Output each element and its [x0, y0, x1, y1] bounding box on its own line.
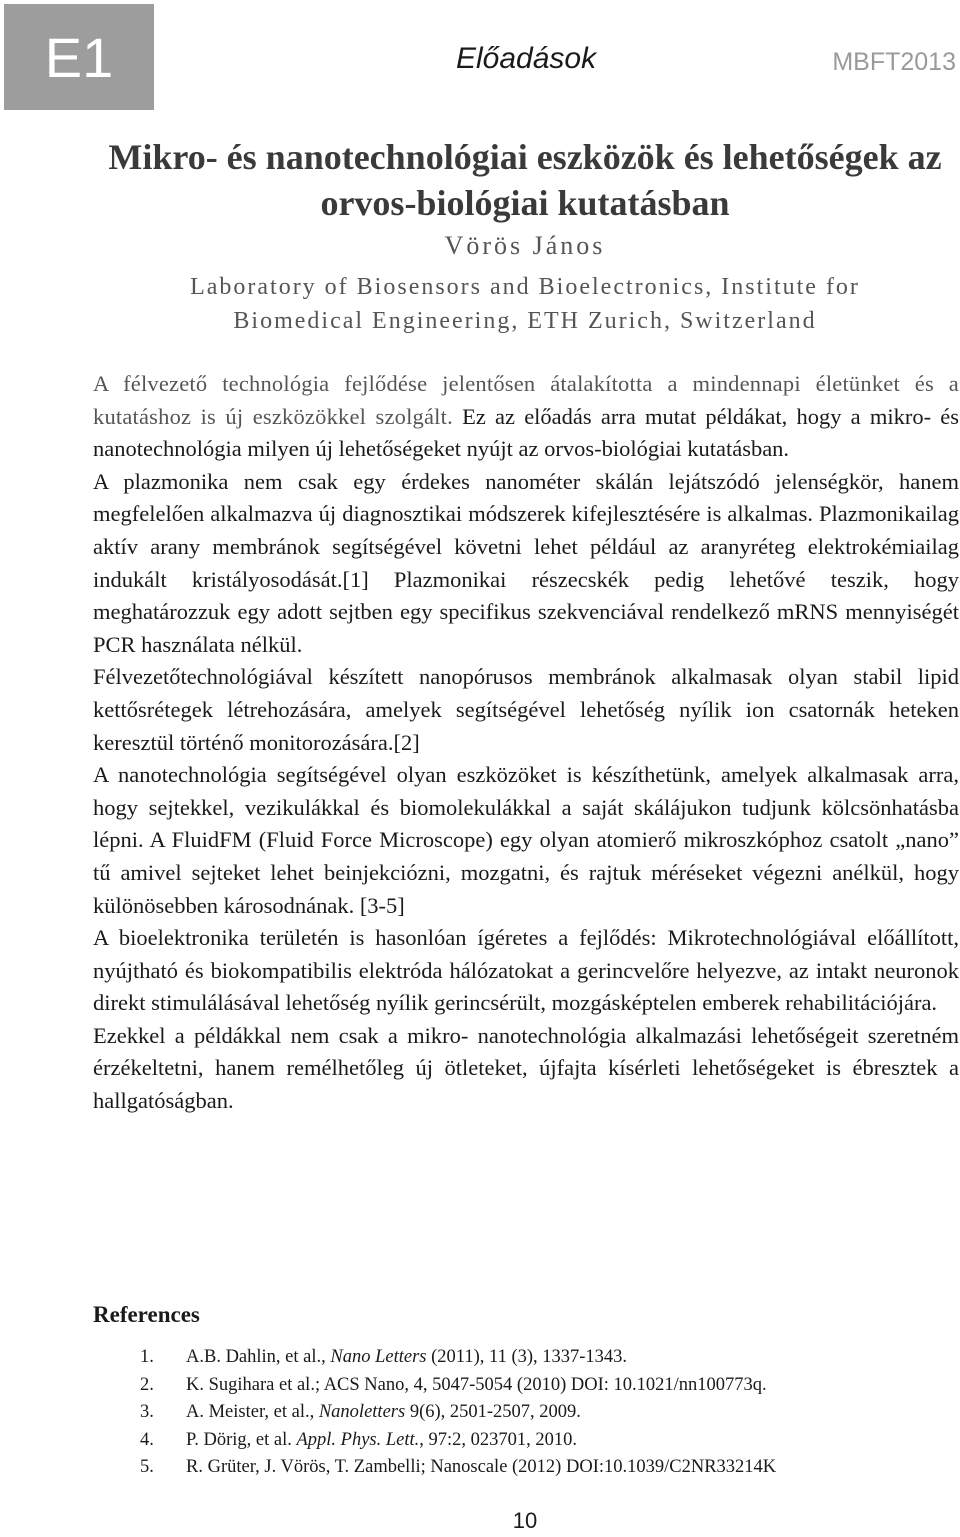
section-label: Előadások — [456, 42, 597, 75]
abstract-paragraph-3: Félvezetőtechnológiával készített nanopórusos membránok alkalmasak olyan stabil lipid kettősrétegek létrehozására, amelyek segítségével lehetőség nyílik ion csatornák heteken keresztül történő monitorozására.[2] — [93, 664, 959, 755]
reference-text: P. Dörig, et al. Appl. Phys. Lett., 97:2, 023701, 2010. — [186, 1429, 578, 1450]
abstract-body — [93, 368, 959, 1118]
author-name: Vörös János — [444, 231, 606, 260]
reference-text: K. Sugihara et al.; ACS Nano, 4, 5047-5054 (2010) DOI: 10.1021/nn100773q. — [186, 1374, 767, 1395]
abstract-paragraph-2: A plazmonika nem csak egy érdekes nanométer skálán lejátszódó jelenségkör, hanem megfelelően alkalmazva új diagnosztikai módszerek kifejlesztésére is alkalmas. Plazmonikailag aktív arany membránok segítségével követni lehet például az aranyréteg elektrokémiailag indukált kristályosodását.[1] Plazmonikai részecskék pedig lehetővé teszik, hogy meghatározzuk egy adott sejtben egy specifikus szekvenciával rendelkező mRNS mennyiségét PCR használata nélkül. — [93, 468, 959, 657]
abstract-paragraph-4: A nanotechnológia segítségével olyan eszközöket is készíthetünk, amelyek alkalmasak arra, hogy sejtekkel, vezikulákkal és biomolekulákkal a saját skálájukon tudjunk kölcsönhatásba lépni. A FluidFM (Fluid Force Microscope) egy olyan atomierő mikroszkóphoz csatolt „nano” tű amivel sejteket lehet beinjekciózni, mozgatni, és rajtuk méréseket végezni anélkül, hogy különösebben károsodnának. [3-5] — [93, 762, 959, 918]
reference-text: A. Meister, et al., Nanoletters 9(6), 2501-2507, 2009. — [186, 1402, 581, 1422]
reference-item — [140, 1372, 950, 1400]
references-heading: References — [93, 1302, 200, 1327]
title-line-2: orvos-biológiai kutatásban — [320, 183, 730, 223]
abstract-intro-tail: Ez az előadás arra mutat példákat, hogy a mikro- és nanotechnológia milyen új lehetőségeket nyújt az orvos-biológiai kutatásban. — [93, 403, 960, 462]
reference-item — [140, 1427, 950, 1455]
abstract-intro: A félvezető technológia fejlődése jelentősen átalakította a mindennapi életünket és a kutatáshoz is új eszközökkel szolgált. — [93, 371, 959, 429]
affiliation-line-1: Laboratory of Biosensors and Bioelectronics, Institute for — [190, 274, 860, 300]
reference-number: 1. — [140, 1347, 154, 1367]
abstract-paragraph-1 — [93, 368, 959, 466]
affiliation-line-2: Biomedical Engineering, ETH Zurich, Switzerland — [233, 308, 817, 334]
reference-text: R. Grüter, J. Vörös, T. Zambelli; Nanoscale (2012) DOI:10.1039/C2NR33214K — [186, 1457, 777, 1477]
title-line-1: Mikro- és nanotechnológiai eszközök és lehetőségek az — [108, 137, 942, 177]
reference-item — [140, 1399, 950, 1427]
reference-text: A.B. Dahlin, et al., Nano Letters (2011), 11 (3), 1337-1343. — [186, 1347, 628, 1367]
affiliation — [90, 270, 960, 338]
reference-number: 2. — [140, 1374, 154, 1395]
reference-number: 5. — [140, 1457, 154, 1477]
reference-number: 3. — [140, 1402, 154, 1422]
references-list — [140, 1344, 950, 1482]
conference-label: MBFT2013 — [832, 48, 956, 76]
reference-item — [140, 1344, 950, 1372]
reference-item — [140, 1454, 950, 1482]
abstract-paragraph-6: Ezekkel a példákkal nem csak a mikro- nanotechnológia alkalmazási lehetőségeit szeretném érzékeltetni, hanem remélhetőleg új ötleteket, újfajta kísérleti lehetőségeket is ébresztek a hallgatóságban. — [93, 1022, 959, 1114]
section-badge: E1 — [4, 4, 154, 110]
article-title — [90, 134, 960, 226]
page-number: 10 — [512, 1508, 538, 1533]
reference-number: 4. — [140, 1429, 154, 1450]
abstract-paragraph-5: A bioelektronika területén is hasonlóan ígéretes a fejlődés: Mikrotechnológiával előállított, nyújtható és biokompatibilis elektróda hálózatokat a gerincvelőre helyezve, az intakt neuronok direkt stimulálásával lehetőség nyílik gerincsérült, mozgásképtelen emberek rehabilitációjára. — [93, 925, 959, 1016]
